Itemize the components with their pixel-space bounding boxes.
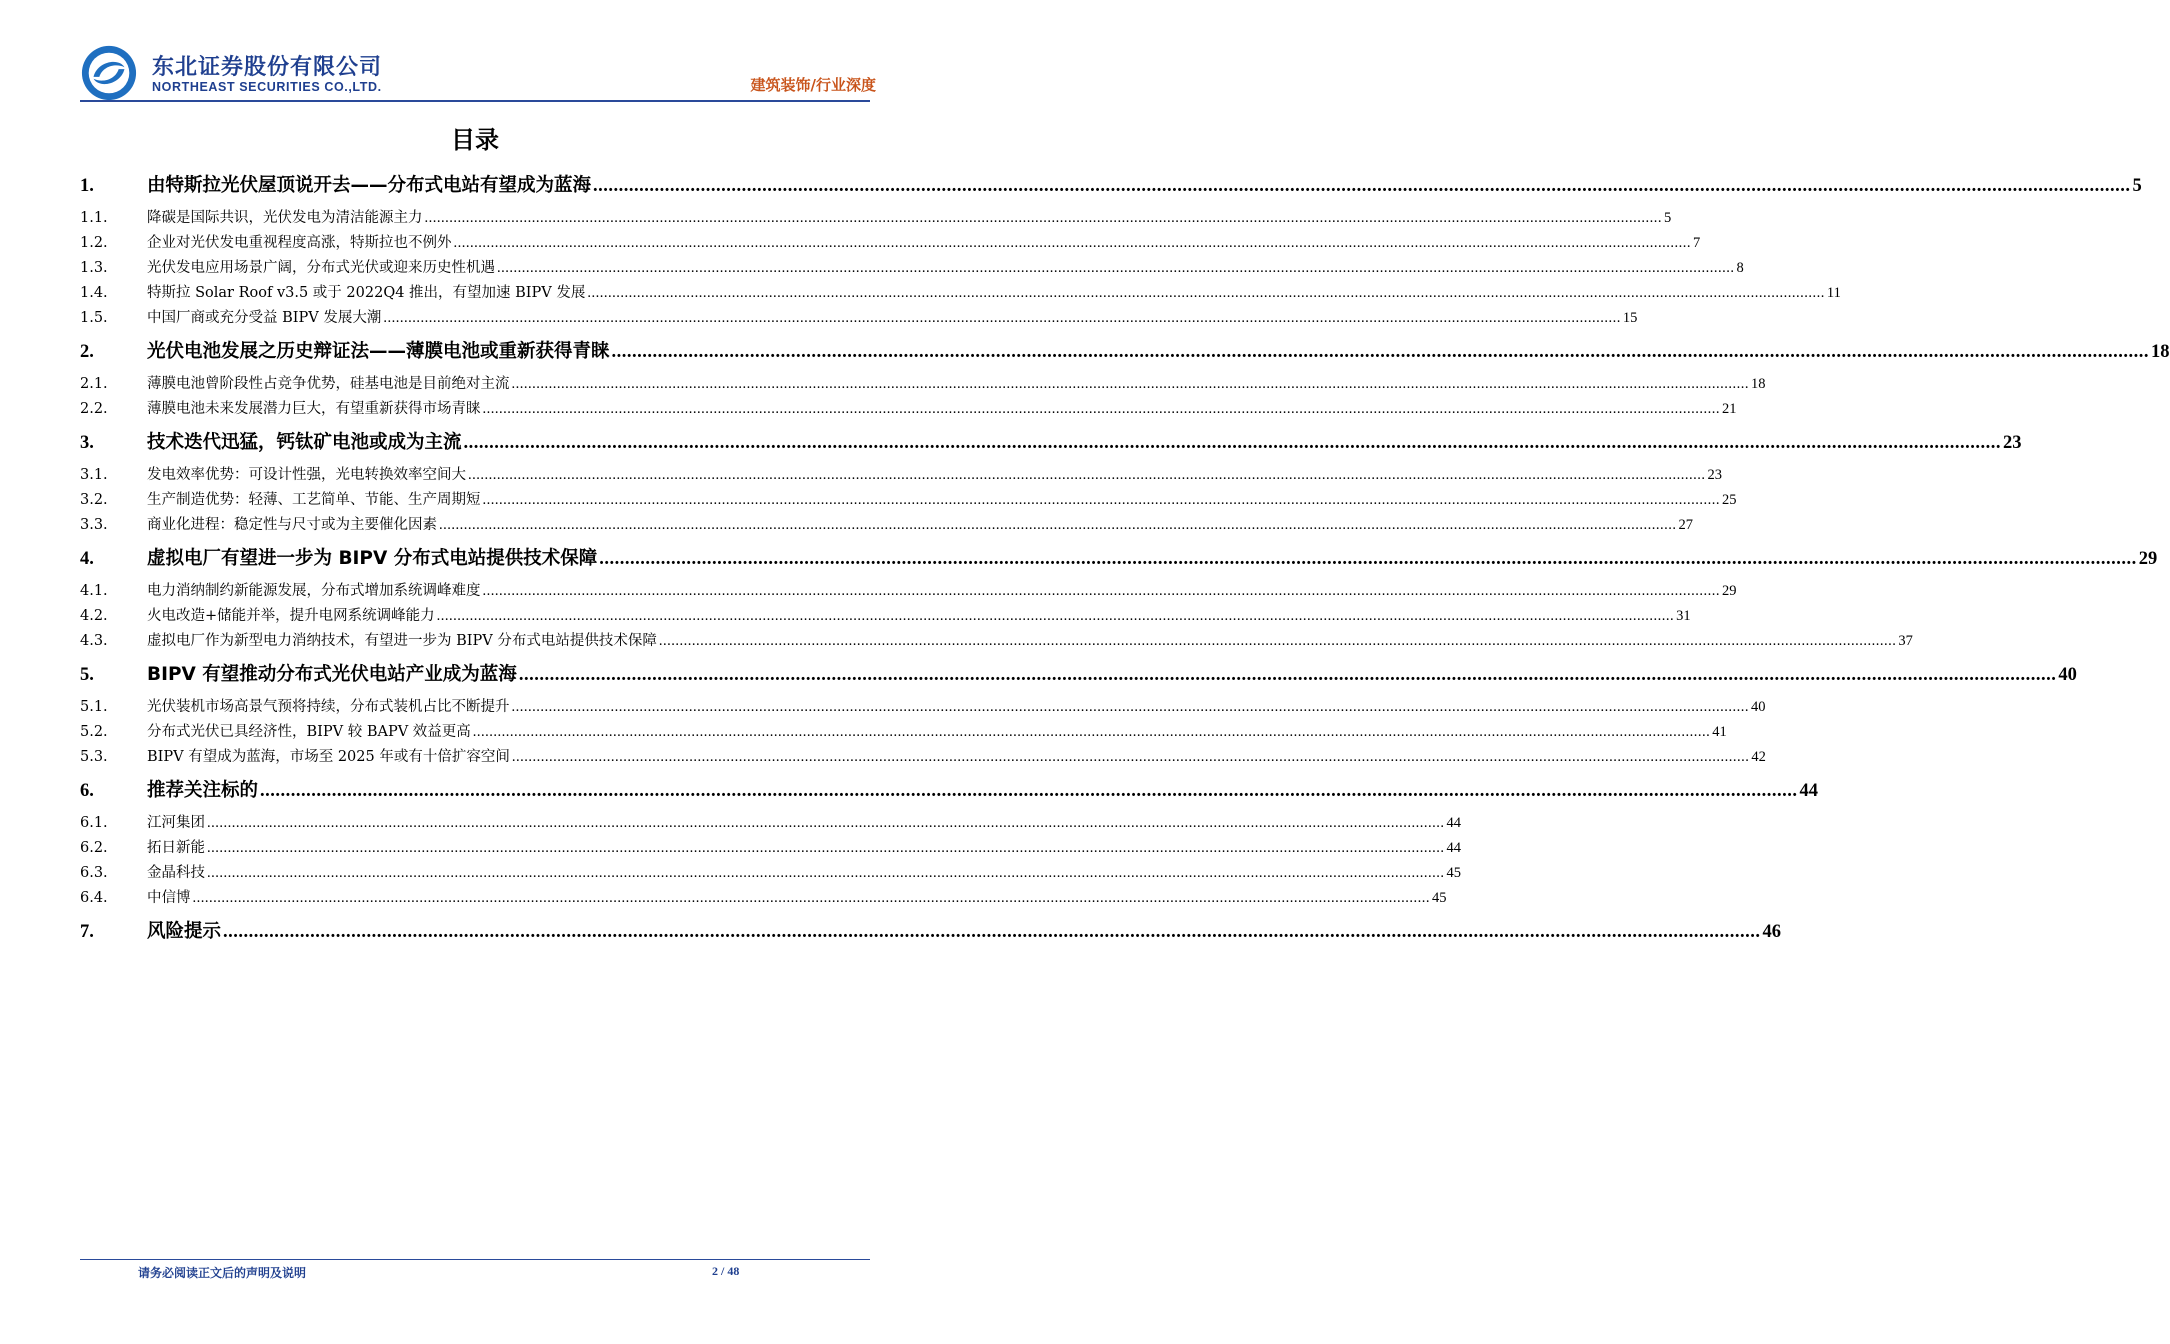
toc-entry-title: 特斯拉 Solar Roof v3.5 或于 2022Q4 推出，有望加速 BIPV 发展 [147, 285, 586, 301]
toc-entry-number: 4.3. [80, 633, 108, 649]
toc-entry-title: 拓日新能 [147, 840, 205, 856]
toc-entry-title: 中国厂商或充分受益 BIPV 发展大潮 [147, 310, 382, 326]
footer-page-number: 2 / 48 [712, 1264, 740, 1278]
toc-entry-title: 由特斯拉光伏屋顶说开去——分布式电站有望成为蓝海 [147, 175, 592, 196]
toc-entry-title: 发电效率优势：可设计性强，光电转换效率空间大 [147, 467, 466, 483]
toc-leader-dots: ............................................................................................................................................................................................................................................................................................................ [207, 865, 1445, 881]
toc-entry-page: 23 [2003, 433, 2022, 453]
toc-entry-number: 1.2. [80, 235, 108, 251]
company-name-cn: 东北证券股份有限公司 [152, 55, 383, 80]
page-title: 目录 [451, 126, 499, 154]
toc-subsection-6-4[interactable] [80, 886, 1447, 911]
toc-entry-number: 3.3. [80, 517, 108, 533]
toc-entry-number: 6.3. [80, 865, 108, 881]
toc-entry-title: 电力消纳制约新能源发展，分布式增加系统调峰难度 [147, 583, 481, 599]
toc-section-5[interactable] [80, 660, 2077, 693]
toc-subsection-3-1[interactable] [80, 463, 1722, 488]
toc-leader-dots: ............................................................................................................................................................................................................................................................................................................ [463, 433, 2002, 453]
toc-leader-dots: ............................................................................................................................................................................................................................................................................................................ [587, 285, 1825, 301]
report-category: 建筑装饰/行业深度 [750, 76, 876, 94]
toc-subsection-4-2[interactable] [80, 604, 1691, 629]
toc-entry-number: 3.2. [80, 492, 108, 508]
company-logo-icon [80, 44, 138, 102]
toc-entry-page: 15 [1622, 310, 1638, 326]
toc-subsection-1-1[interactable] [80, 206, 1672, 231]
toc-entry-number: 5. [80, 665, 94, 685]
toc-leader-dots: ............................................................................................................................................................................................................................................................................................................ [207, 815, 1445, 831]
toc-entry-number: 3.1. [80, 467, 108, 483]
toc-leader-dots: ............................................................................................................................................................................................................................................................................................................ [192, 890, 1430, 906]
toc-entry-number: 1. [80, 176, 94, 196]
toc-section-6[interactable] [80, 776, 1819, 809]
toc-section-4[interactable] [80, 544, 2158, 577]
toc-entry-page: 18 [2151, 342, 2170, 362]
toc-entry-page: 45 [1446, 865, 1461, 881]
toc-entry-page: 45 [1432, 890, 1447, 906]
table-of-contents [80, 165, 2170, 952]
toc-entry-number: 4. [80, 549, 94, 569]
toc-entry-title: 商业化进程：稳定性与尺寸或为主要催化因素 [147, 517, 437, 533]
toc-entry-number: 7. [80, 922, 94, 942]
toc-entry-number: 4.2. [80, 608, 108, 624]
toc-entry-number: 5.3. [80, 749, 108, 765]
toc-leader-dots: ............................................................................................................................................................................................................................................................................................................ [260, 781, 1798, 801]
toc-subsection-5-1[interactable] [80, 695, 1766, 720]
toc-leader-dots: ............................................................................................................................................................................................................................................................................................................ [468, 467, 1706, 483]
toc-section-3[interactable] [80, 428, 2022, 461]
header-divider [80, 100, 870, 102]
section-spacer [80, 950, 868, 952]
toc-entry-title: 降碳是国际共识，光伏发电为清洁能源主力 [147, 210, 423, 226]
toc-entry-page: 18 [1751, 376, 1766, 392]
toc-entry-page: 25 [1722, 492, 1737, 508]
toc-subsection-1-3[interactable] [80, 256, 1744, 281]
toc-entry-title: BIPV 有望推动分布式光伏电站产业成为蓝海 [147, 664, 517, 685]
toc-entry-title: 光伏电池发展之历史辩证法——薄膜电池或重新获得青睐 [147, 341, 610, 362]
toc-entry-title: 企业对光伏发电重视程度高涨，特斯拉也不例外 [147, 235, 452, 251]
toc-entry-title: 薄膜电池曾阶段性占竞争优势，硅基电池是目前绝对主流 [147, 376, 510, 392]
toc-entry-title: 虚拟电厂有望进一步为 BIPV 分布式电站提供技术保障 [147, 548, 598, 569]
toc-leader-dots: ............................................................................................................................................................................................................................................................................................................ [223, 922, 1761, 942]
toc-leader-dots: ............................................................................................................................................................................................................................................................................................................ [482, 401, 1720, 417]
toc-entry-number: 5.2. [80, 724, 108, 740]
toc-leader-dots: ............................................................................................................................................................................................................................................................................................................ [383, 310, 1621, 326]
toc-leader-dots: ............................................................................................................................................................................................................................................................................................................ [436, 608, 1675, 624]
toc-entry-page: 11 [1826, 285, 1841, 301]
toc-subsection-3-3[interactable] [80, 513, 1693, 538]
toc-entry-title: 技术迭代迅猛，钙钛矿电池或成为主流 [147, 432, 462, 453]
toc-subsection-2-1[interactable] [80, 372, 1766, 397]
toc-leader-dots: ............................................................................................................................................................................................................................................................................................................ [518, 665, 2057, 685]
toc-entry-title: BIPV 有望成为蓝海，市场至 2025 年或有十倍扩容空间 [147, 749, 510, 765]
toc-subsection-2-2[interactable] [80, 397, 1737, 422]
toc-entry-title: 分布式光伏已具经济性，BIPV 较 BAPV 效益更高 [147, 724, 471, 740]
toc-leader-dots: ............................................................................................................................................................................................................................................................................................................ [472, 724, 1711, 740]
toc-entry-page: 46 [1762, 922, 1782, 942]
toc-entry-title: 虚拟电厂作为新型电力消纳技术，有望进一步为 BIPV 分布式电站提供技术保障 [147, 633, 657, 649]
toc-leader-dots: ............................................................................................................................................................................................................................................................................................................ [611, 342, 2150, 362]
toc-entry-number: 1.4. [80, 285, 108, 301]
toc-entry-page: 44 [1799, 781, 1819, 801]
toc-entry-number: 3. [80, 433, 94, 453]
toc-subsection-5-3[interactable] [80, 745, 1766, 770]
toc-entry-title: 金晶科技 [147, 865, 205, 881]
toc-subsection-6-2[interactable] [80, 836, 1461, 861]
toc-entry-number: 1.3. [80, 260, 108, 276]
toc-entry-page: 8 [1736, 260, 1744, 276]
footer-disclaimer: 请务必阅读正文后的声明及说明 [138, 1266, 307, 1280]
toc-entry-page: 23 [1707, 467, 1722, 483]
toc-entry-page: 31 [1676, 608, 1691, 624]
toc-subsection-6-1[interactable] [80, 811, 1461, 836]
toc-section-1[interactable] [80, 171, 2142, 204]
toc-entry-title: 风险提示 [147, 921, 222, 942]
toc-entry-number: 6.2. [80, 840, 108, 856]
toc-subsection-3-2[interactable] [80, 488, 1737, 513]
toc-entry-page: 5 [2132, 176, 2142, 196]
toc-entry-number: 5.1. [80, 699, 108, 715]
toc-entry-title: 火电改造+储能并举，提升电网系统调峰能力 [147, 608, 435, 624]
toc-entry-title: 生产制造优势：轻薄、工艺简单、节能、生产周期短 [147, 492, 481, 508]
company-name-en: NORTHEAST SECURITIES CO.,LTD. [152, 80, 382, 94]
toc-subsection-6-3[interactable] [80, 861, 1461, 886]
toc-leader-dots: ............................................................................................................................................................................................................................................................................................................ [439, 517, 1677, 533]
toc-leader-dots: ............................................................................................................................................................................................................................................................................................................ [207, 840, 1445, 856]
toc-subsection-1-4[interactable] [80, 281, 1841, 306]
toc-leader-dots: ............................................................................................................................................................................................................................................................................................................ [482, 583, 1720, 599]
toc-entry-number: 2. [80, 342, 94, 362]
toc-entry-number: 6. [80, 781, 94, 801]
toc-leader-dots: ............................................................................................................................................................................................................................................................................................................ [453, 235, 1691, 251]
toc-section-7[interactable] [80, 917, 1782, 950]
toc-subsection-1-5[interactable] [80, 306, 1638, 331]
toc-entry-number: 2.1. [80, 376, 108, 392]
toc-entry-title: 薄膜电池未来发展潜力巨大，有望重新获得市场青睐 [147, 401, 481, 417]
toc-entry-page: 44 [1446, 840, 1461, 856]
toc-leader-dots: ............................................................................................................................................................................................................................................................................................................ [424, 210, 1662, 226]
toc-entry-page: 44 [1446, 815, 1461, 831]
toc-subsection-4-3[interactable] [80, 629, 1913, 654]
footer-divider [80, 1259, 870, 1260]
toc-entry-number: 6.1. [80, 815, 108, 831]
toc-subsection-4-1[interactable] [80, 579, 1737, 604]
toc-entry-number: 1.1. [80, 210, 108, 226]
toc-entry-title: 光伏发电应用场景广阔，分布式光伏或迎来历史性机遇 [147, 260, 495, 276]
toc-leader-dots: ............................................................................................................................................................................................................................................................................................................ [511, 699, 1749, 715]
toc-entry-page: 29 [2138, 549, 2158, 569]
toc-entry-title: 光伏装机市场高景气预将持续，分布式装机占比不断提升 [147, 699, 510, 715]
toc-entry-page: 5 [1664, 210, 1672, 226]
toc-leader-dots: ............................................................................................................................................................................................................................................................................................................ [482, 492, 1720, 508]
toc-leader-dots: ............................................................................................................................................................................................................................................................................................................ [511, 749, 1750, 765]
toc-entry-title: 推荐关注标的 [147, 780, 259, 801]
toc-entry-page: 21 [1722, 401, 1737, 417]
toc-entry-number: 4.1. [80, 583, 108, 599]
toc-subsection-5-2[interactable] [80, 720, 1727, 745]
toc-entry-page: 7 [1693, 235, 1701, 251]
toc-entry-page: 40 [1751, 699, 1766, 715]
toc-entry-page: 41 [1712, 724, 1727, 740]
toc-entry-title: 江河集团 [147, 815, 205, 831]
toc-leader-dots: ............................................................................................................................................................................................................................................................................................................ [658, 633, 1897, 649]
toc-entry-number: 2.2. [80, 401, 108, 417]
toc-entry-number: 1.5. [80, 310, 108, 326]
toc-leader-dots: ............................................................................................................................................................................................................................................................................................................ [593, 176, 2131, 196]
toc-entry-title: 中信博 [147, 890, 191, 906]
toc-leader-dots: ............................................................................................................................................................................................................................................................................................................ [599, 549, 2137, 569]
toc-leader-dots: ............................................................................................................................................................................................................................................................................................................ [497, 260, 1735, 276]
toc-leader-dots: ............................................................................................................................................................................................................................................................................................................ [511, 376, 1749, 392]
toc-entry-page: 29 [1722, 583, 1737, 599]
toc-entry-page: 42 [1751, 749, 1766, 765]
toc-section-2[interactable] [80, 337, 2170, 370]
page-header [80, 38, 880, 100]
toc-entry-page: 27 [1678, 517, 1693, 533]
toc-entry-page: 40 [2058, 665, 2077, 685]
toc-entry-number: 6.4. [80, 890, 108, 906]
toc-subsection-1-2[interactable] [80, 231, 1701, 256]
toc-entry-page: 37 [1898, 633, 1913, 649]
